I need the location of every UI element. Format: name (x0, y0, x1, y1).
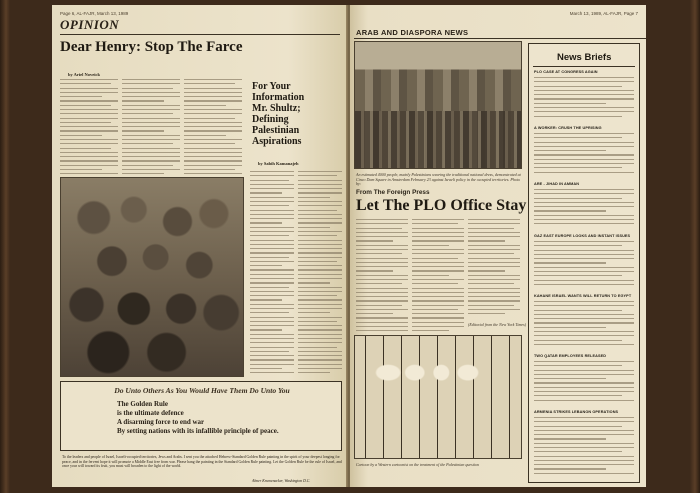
main-story-column-1 (60, 79, 118, 183)
main-story-column-2 (122, 79, 180, 183)
brief-text-6 (534, 361, 634, 405)
brief-head-5: KAHANE ISRAEL WANTS WILL RETURN TO EGYPT (534, 294, 632, 298)
plo-column-3 (468, 219, 520, 319)
left-page (52, 5, 348, 487)
brief-text-1 (534, 77, 634, 121)
ad-line-1: The Golden Rule (117, 400, 168, 408)
side-headline-line-3: Mr. Shultz; (252, 103, 301, 114)
section-title-opinion: OPINION (60, 17, 120, 32)
plo-column-2 (412, 219, 464, 331)
section-rule (60, 34, 340, 35)
photo-caption: An estimated 4000 people, mainly Palestinians wearing the traditional national dress, demonstrated at Cinco Dam Square in Amsterdam February 23 against Israeli policy in the occupied territories. Photo by: (356, 172, 521, 187)
right-page (350, 5, 646, 487)
side-story-column-2 (298, 171, 342, 377)
brief-head-7: ARMENIA STRIKES LEBANON OPERATIONS (534, 410, 619, 414)
right-folio: March 13, 1989, AL-FAJR, Page 7 (569, 11, 638, 16)
brief-text-4 (534, 241, 634, 289)
brief-head-4: GAZ EAST EUROPE LOOKS AND INSTANT ISSUES (534, 234, 631, 238)
side-headline-line-6: Aspirations (252, 136, 302, 147)
plo-attribution: (Editorial from the New York Times) (468, 322, 527, 327)
brief-text-5 (534, 301, 634, 349)
plo-headline: Let The PLO Office Stay (356, 197, 527, 214)
ad-line-2: is the ultimate defence (117, 409, 184, 417)
cartoon-illustration (354, 335, 522, 459)
brief-head-2: A WORKER: CRUSH THE UPRISING (534, 126, 602, 130)
news-briefs-box (528, 43, 640, 483)
cartoon-caption: Cartoon by a Western cartoonist on the treatment of the Palestinian question (356, 462, 479, 467)
side-headline-line-1: For Your (252, 81, 291, 92)
ad-line-4: By setting nations with its infallible principle of peace. (117, 427, 279, 435)
briefs-rule (533, 66, 635, 67)
main-byline: by Ariel Noveick (68, 72, 100, 77)
notice-signature: Abner Krumenacker, Washington D.C. (252, 479, 311, 483)
side-headline-line-5: Palestinian (252, 125, 300, 136)
main-story-column-3 (184, 79, 242, 183)
right-section-rule (354, 38, 646, 39)
brief-head-3: ARE - JIHAD IN AMMAN (534, 182, 580, 186)
brief-text-7 (534, 417, 634, 479)
notice-text: To the leaders and people of Israel, Israeli-occupied territories, Jews and Arabs. I sent you the attached Hebrew-Standard Golden Rule painting in the spirit of your deepest longing for peace, and in the fervent hope it will promote a Middle East free from war. Please hang the painting in the Standard Golden Rule painting. Let the Golden Rule be the rule of Israel, and once your will toward its fruit, you must will broaden to the light of the world. (62, 455, 342, 469)
left-folio: Page 6, AL-FAJR, March 13, 1989 (60, 11, 129, 16)
brief-text-2 (534, 133, 634, 177)
brief-head-6: TWO QATAR EMPLOYEES RELEASED (534, 354, 607, 358)
golden-rule-ad (60, 381, 342, 451)
news-briefs-title: News Briefs (557, 52, 612, 63)
ad-line-3: A disarming force to end war (117, 418, 205, 426)
kicker-from-foreign-press: From The Foreign Press (356, 189, 430, 196)
brief-head-1: PLO CASE AT CONGRESS AGAIN (534, 70, 598, 74)
main-headline: Dear Henry: Stop The Farce (60, 39, 243, 55)
side-byline: by Sabih Kamanajeh (258, 161, 299, 166)
ad-title: Do Unto Others As You Would Have Them Do Unto You (114, 386, 290, 395)
plo-column-1 (356, 219, 408, 331)
side-story-column-1 (250, 171, 294, 377)
section-title-arab-diaspora: ARAB AND DIASPORA NEWS (356, 28, 469, 37)
side-headline-line-4: Defining (252, 114, 289, 125)
brief-text-3 (534, 189, 634, 229)
demonstration-photo (354, 41, 522, 169)
crowd-illustration-photo (60, 177, 244, 377)
side-headline-line-2: Information (252, 92, 305, 103)
